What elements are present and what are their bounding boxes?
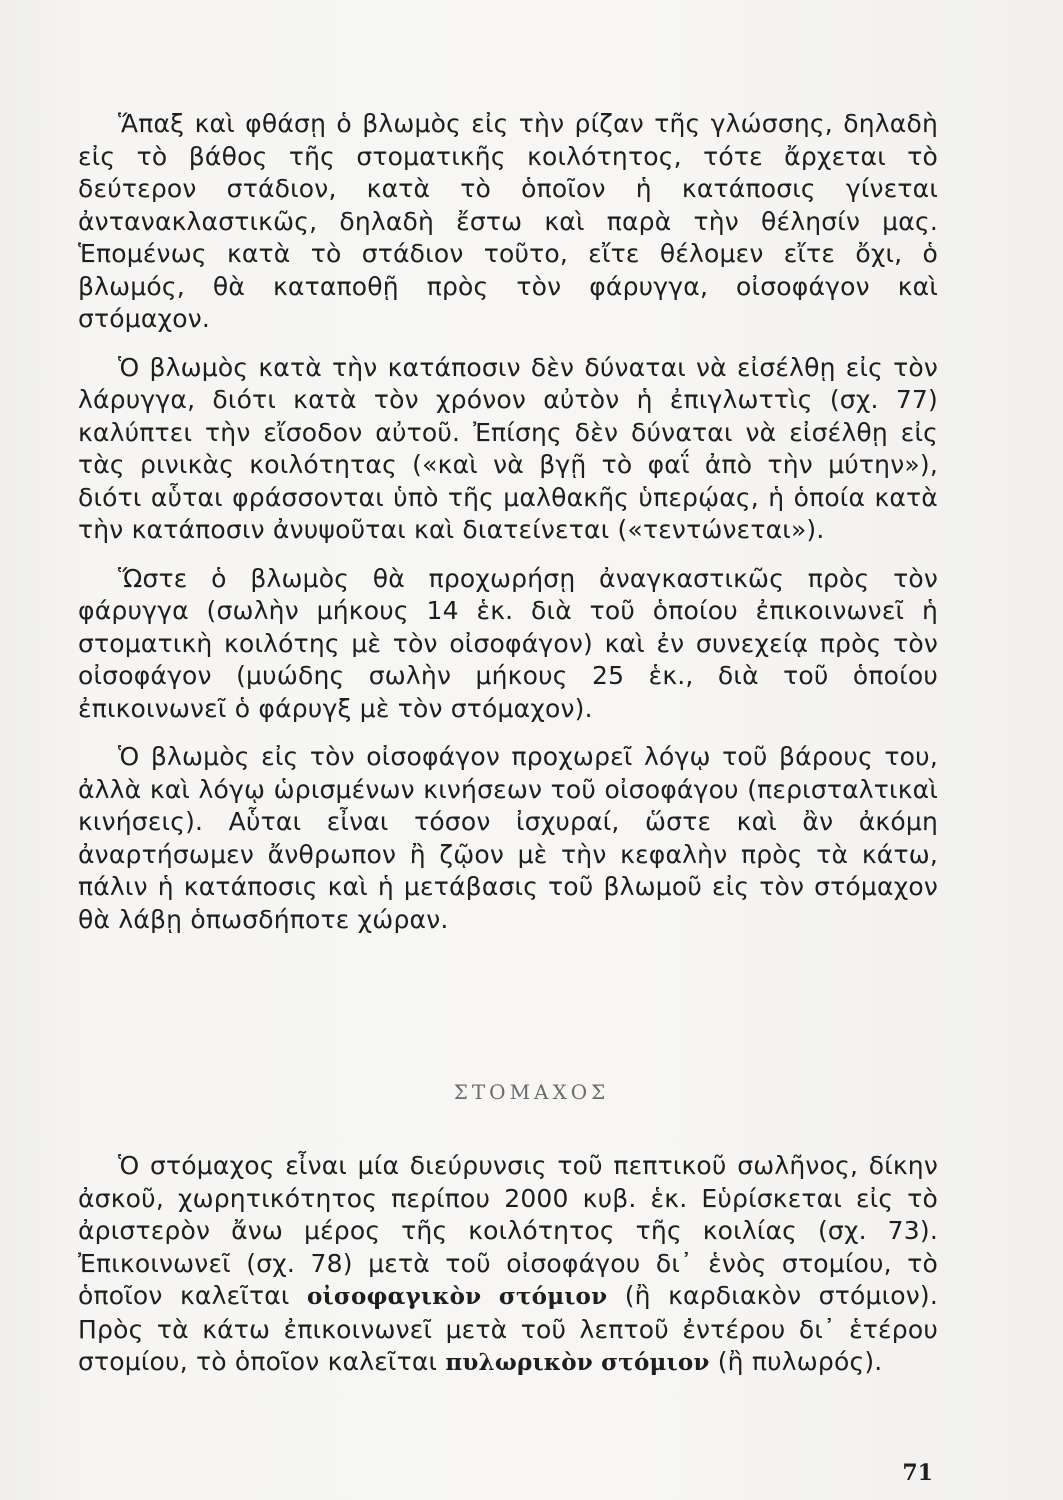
- paragraph-5-part-1: Ὁ στόμαχος εἶναι μία διεύρυνσις τοῦ πεπτικοῦ σωλῆνος, δίκην ἀσκοῦ, χωρητικότητος περίπου 2000 κυβ. ἑκ. Εὑρίσκεται εἰς τὸ ἀριστερὸν ἄνω μέρος τῆς κοιλότητος τῆς κοιλίας (σχ. 73). Ἐπικοινωνεῖ (σχ. 78) μετὰ τοῦ οἰσοφάγου δι᾿ ἑνὸς στομίου, τὸ ὁποῖον καλεῖται: [78, 1151, 938, 1310]
- section-text: [78, 1150, 938, 1380]
- paragraph-1: Ἅπαξ καὶ φθάσῃ ὁ βλωμὸς εἰς τὴν ρίζαν τῆς γλώσσης, δηλαδὴ εἰς τὸ βάθος τῆς στοματικῆς κοιλότητος, τότε ἄρχεται τὸ δεύτερον στάδιον, κατὰ τὸ ὁποῖον ἡ κατάποσις γίνεται ἀντανακλαστικῶς, δηλαδὴ ἔστω καὶ παρὰ τὴν θέλησίν μας. Ἑπομένως κατὰ τὸ στάδιον τοῦτο, εἴτε θέλομεν εἴτε ὄχι, ὁ βλωμός, θὰ καταποθῇ πρὸς τὸν φάρυγγα, οἰσοφάγον καὶ στόμαχον.: [78, 109, 938, 333]
- term-pyloric-orifice: πυλωρικὸν στόμιον: [445, 1349, 710, 1376]
- paragraph-3: Ὥστε ὁ βλωμὸς θὰ προχωρήσῃ ἀναγκαστικῶς πρὸς τὸν φάρυγγα (σωλὴν μήκους 14 ἑκ. διὰ τοῦ ὁποίου ἐπικοινωνεῖ ἡ στοματικὴ κοιλότης μὲ τὸν οἰσοφάγον) καὶ ἐν συνεχείᾳ πρὸς τὸν οἰσοφάγον (μυώδης σωλὴν μήκους 25 ἑκ., διὰ τοῦ ὁποίου ἐπικοινωνεῖ ὁ φάρυγξ μὲ τὸν στόμαχον).: [78, 563, 938, 723]
- paragraph-2: Ὁ βλωμὸς κατὰ τὴν κατάποσιν δὲν δύναται νὰ εἰσέλθῃ εἰς τὸν λάρυγγα, διότι κατὰ τὸν χρόνον αὐτὸν ἡ ἐπιγλωττὶς (σχ. 77) καλύπτει τὴν εἴσοδον αὐτοῦ. Ἐπίσης δὲν δύναται νὰ εἰσέλθῃ εἰς τὰς ρινικὰς κοιλότητας («καὶ νὰ βγῇ τὸ φαΐ ἀπὸ τὴν μύτην»), διότι αὗται φράσσονται ὑπὸ τῆς μαλθακῆς ὑπερῴας, ἡ ὁποία κατὰ τὴν κατάποσιν ἀνυψοῦται καὶ διατείνεται («τεντώνεται»).: [78, 352, 938, 544]
- page-number: 71: [902, 1460, 933, 1486]
- paragraph-4: Ὁ βλωμὸς εἰς τὸν οἰσοφάγον προχωρεῖ λόγῳ τοῦ βάρους του, ἀλλὰ καὶ λόγῳ ὡρισμένων κινήσεων τοῦ οἰσοφάγου (περισταλτικαὶ κινήσεις). Αὗται εἶναι τόσον ἰσχυραί, ὥστε καὶ ἂν ἀκόμη ἀναρτήσωμεν ἄνθρωπον ἢ ζῷον μὲ τὴν κεφαλὴν πρὸς τὰ κάτω, πάλιν ἡ κατάποσις καὶ ἡ μετάβασις τοῦ βλωμοῦ εἰς τὸν στόμαχον θὰ λάβῃ ὁπωσδήποτε χώραν.: [78, 742, 938, 934]
- paragraph-5: [78, 1150, 938, 1380]
- paragraph-5-part-2: (ἢ καρδιακὸν στόμιον). Πρὸς τὰ κάτω ἐπικοινωνεῖ μετὰ τοῦ λεπτοῦ ἐντέρου δι᾿ ἑτέρου στομίου, τὸ ὁποῖον καλεῖται: [78, 1281, 938, 1376]
- term-esophageal-orifice: οἰσοφαγικὸν στόμιον: [307, 1283, 608, 1310]
- section-heading: ΣΤΟΜΑΧΟΣ: [453, 1080, 610, 1104]
- main-text: [78, 108, 938, 936]
- paragraph-5-part-3: (ἢ πυλωρός).: [709, 1347, 883, 1376]
